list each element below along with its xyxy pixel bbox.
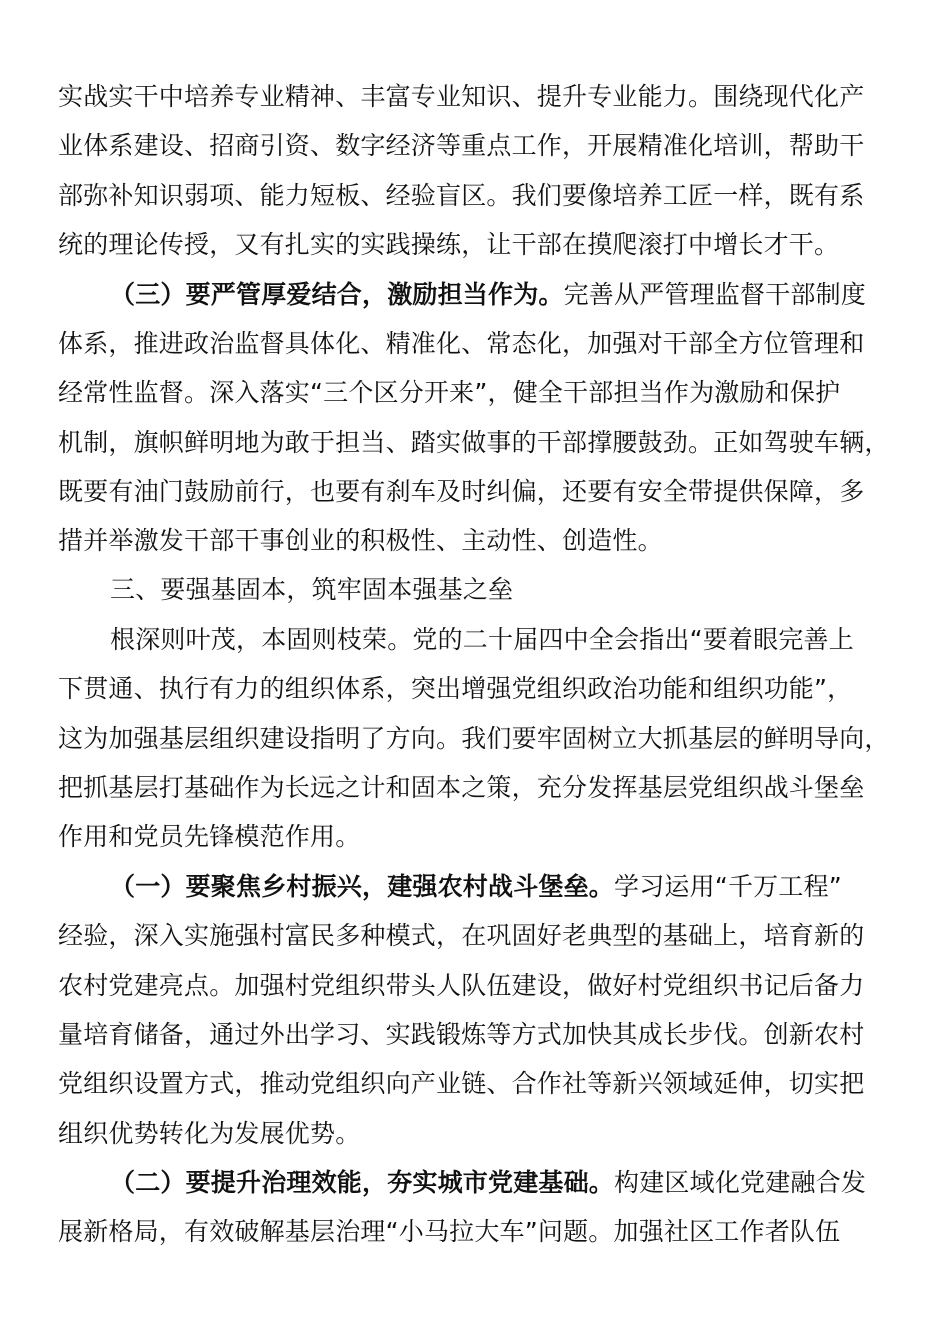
body-line: 下贯通、执行有力的组织体系，突出增强党组织政治功能和组织功能”， [58,674,853,703]
body-line: 统的理论传授，又有扎实的实践操练，让干部在摸爬滚打中增长才干。 [58,230,840,259]
subsection-text: 完善从严管理监督干部制度 [563,280,867,309]
body-line: 农村党建亮点。加强村党组织带头人队伍建设，做好村党组织书记后备力 [58,971,865,1000]
body-line: 作用和党员先锋模范作用。 [58,822,361,851]
body-line: 机制，旗帜鲜明地为敢于担当、踏实做事的干部撑腰鼓劲。正如驾驶车辆， [58,428,890,457]
body-line: 党组织设置方式，推动党组织向产业链、合作社等新兴领域延伸，切实把 [58,1069,865,1098]
subsection-first-line [110,1163,940,1203]
body-line: 体系，推进政治监督具体化、精准化、常态化，加强对干部全方位管理和 [58,329,865,358]
subsection-heading: （一）要聚焦乡村振兴，建强农村战斗堡垒。 [110,872,615,901]
body-line: 把抓基层打基础作为长远之计和固本之策，充分发挥基层党组织战斗堡垒 [58,773,865,802]
subsection-heading: （二）要提升治理效能，夯实城市党建基础。 [110,1168,615,1197]
subsection-first-line [110,275,940,315]
body-line: 业体系建设、招商引资、数字经济等重点工作，开展精准化培训，帮助干 [58,131,865,160]
body-line: 部弥补知识弱项、能力短板、经验盲区。我们要像培养工匠一样，既有系 [58,181,865,210]
subsection-text: 构建区域化党建融合发 [614,1168,867,1197]
subsection-heading: （三）要严管厚爱结合，激励担当作为。 [110,280,564,309]
paragraph-first-line: 根深则叶茂，本固则枝荣。党的二十届四中全会指出“要着眼完善上 [110,625,854,654]
section-heading: 三、要强基固本，筑牢固本强基之垒 [110,575,514,604]
body-line: 经常性监督。深入落实“三个区分开来”，健全干部担当作为激励和保护 [58,378,841,407]
body-line: 实战实干中培养专业精神、丰富专业知识、提升专业能力。围绕现代化产 [58,82,865,111]
body-line: 措并举激发干部干事创业的积极性、主动性、创造性。 [58,526,663,555]
body-line: 这为加强基层组织建设指明了方向。我们要牢固树立大抓基层的鲜明导向， [58,724,890,753]
subsection-text: 学习运用“千万工程” [614,872,842,901]
body-line: 展新格局，有效破解基层治理“小马拉大车”问题。加强社区工作者队伍 [58,1217,841,1246]
body-line: 经验，深入实施强村富民多种模式，在巩固好老典型的基础上，培育新的 [58,921,865,950]
body-line: 组织优势转化为发展优势。 [58,1119,361,1148]
subsection-first-line [110,867,940,907]
body-line: 既要有油门鼓励前行，也要有刹车及时纠偏，还要有安全带提供保障，多 [58,477,865,506]
body-line: 量培育储备，通过外出学习、实践锻炼等方式加快其成长步伐。创新农村 [58,1020,865,1049]
